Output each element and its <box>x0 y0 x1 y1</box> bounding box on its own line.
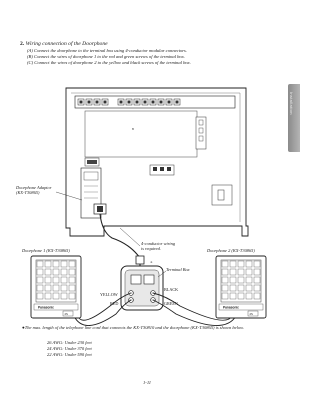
modular-jack-port <box>80 101 83 104</box>
doorphone-1-panel-text: 2S <box>64 312 68 316</box>
awg-24: 24 AWG: Under 370 feet <box>47 346 92 351</box>
awg-26: 26 AWG: Under 230 feet <box>47 340 92 345</box>
board-mark: B <box>132 127 135 131</box>
doorphone-2 <box>216 256 266 318</box>
modular-jack-port <box>96 101 99 104</box>
power-block <box>212 185 232 205</box>
wire-label-green: GREEN <box>164 301 178 306</box>
modular-jack-port <box>104 101 107 104</box>
wire-label-yellow: YELLOW <box>100 292 118 297</box>
cord-length-note <box>22 325 284 331</box>
wiring-label <box>141 241 175 251</box>
wiring-label-line1: 4-conductor wiring <box>141 241 176 246</box>
section-title: Wiring connection of the Doorphone <box>25 41 108 47</box>
terminal-jack-left <box>131 275 141 284</box>
modular-jack-port <box>176 101 179 104</box>
page-number: 1-11 <box>143 380 152 385</box>
adaptor-label-line1: Doorphone Adaptor <box>16 185 52 190</box>
wire-label-black: BLACK <box>164 287 179 292</box>
adaptor-jack-port <box>97 206 103 212</box>
doorphone-2-panel-text: 2S <box>249 312 253 316</box>
doorphone-2-label: Doorphone 2 (KX-T30865) <box>207 248 255 253</box>
board-connector-pin-1 <box>153 167 157 171</box>
modular-jack-port <box>168 101 171 104</box>
adaptor-label <box>16 185 51 195</box>
modular-jack-port <box>136 101 139 104</box>
modular-jack-port <box>152 101 155 104</box>
step-c: (C) Connect the wires of doorphone 2 to the yellow and black screws of the terminal box. <box>27 60 191 65</box>
insert-arrow-icon: ➔ <box>150 260 153 264</box>
cable-plug <box>136 256 144 264</box>
doorphone-1-brand: Panasonic <box>38 305 54 310</box>
adaptor-label-line2: (KX-T30865) <box>16 190 40 195</box>
note-text: The max. length of the telephone line cord that connects the KX-T30810 and the doorphone (KX-T30865) is shown below. <box>24 325 244 330</box>
wire-label-red: RED <box>110 301 119 306</box>
circuit-board <box>85 111 197 157</box>
modular-jack-port <box>120 101 123 104</box>
modular-jack-port <box>88 101 91 104</box>
doorphone-1 <box>31 256 81 318</box>
note-bullet: ● <box>22 325 25 330</box>
doorphone-2-brand: Panasonic <box>223 305 239 310</box>
terminal-box-label: Terminal Box <box>166 267 190 272</box>
side-tab-label: Installation <box>289 92 294 115</box>
doorphone-1-label: Doorphone 1 (KX-T30865) <box>22 248 70 253</box>
doorphone-1-grille <box>36 260 76 302</box>
slot-marker-fill <box>87 160 97 164</box>
awg-22: 22 AWG: Under 590 feet <box>47 352 92 357</box>
step-b: (B) Connect the wires of doorphone 1 to the red and green screws of the terminal box. <box>27 54 185 59</box>
doorphone-2-grille <box>221 260 261 302</box>
section-number: 2. <box>20 41 25 47</box>
terminal-jack-right <box>144 275 154 284</box>
modular-jack-port <box>144 101 147 104</box>
modular-jack-port <box>128 101 131 104</box>
board-connector-pin-3 <box>167 167 171 171</box>
wiring-label-line2: is required. <box>141 246 161 251</box>
board-connector-pin-2 <box>160 167 164 171</box>
step-a: (A) Connect the doorphone to the terminal box using 4-conductor modular connectors. <box>27 48 187 53</box>
modular-jack-port <box>160 101 163 104</box>
